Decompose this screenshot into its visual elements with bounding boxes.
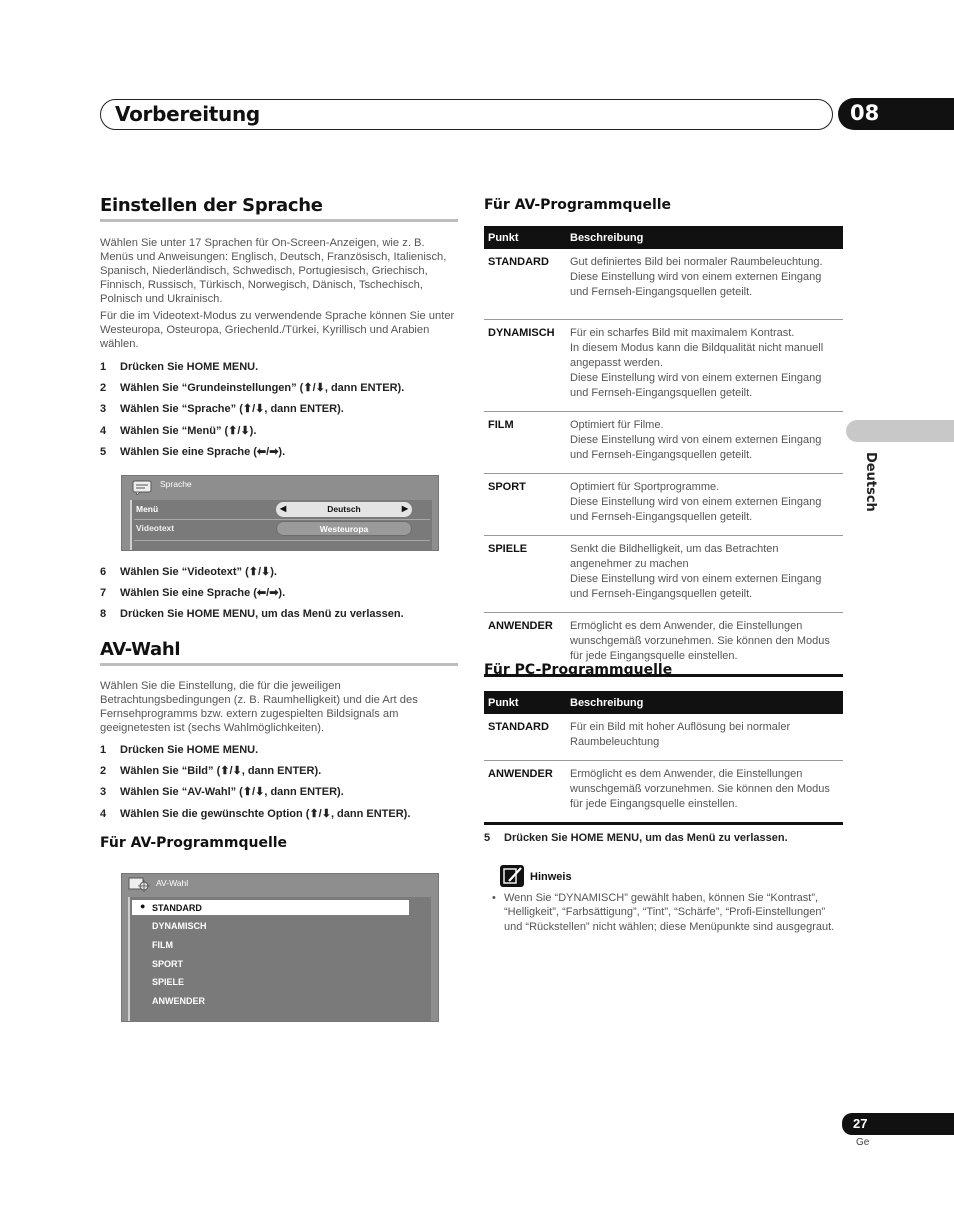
note-icon xyxy=(500,865,524,887)
table-header-row xyxy=(484,691,843,714)
step-item: 3 Wählen Sie “AV-Wahl” (⬆/⬇, dann ENTER). xyxy=(100,786,344,799)
osd-panel xyxy=(130,500,432,550)
table-row xyxy=(484,411,843,473)
arrow-right-icon[interactable]: ▶ xyxy=(401,504,408,513)
step-item: 6 Wählen Sie “Videotext” (⬆/⬇). xyxy=(100,566,277,578)
avwahl-subheading: Für AV-Programmquelle xyxy=(100,835,288,851)
table-header-row xyxy=(484,226,843,249)
step-item: 1 Drücken Sie HOME MENU. xyxy=(100,744,259,756)
step-item: 5 Drücken Sie HOME MENU, um das Menü zu verlassen. xyxy=(484,832,788,844)
osd-option-item[interactable]: FILM xyxy=(152,940,173,950)
osd-videotext-selector[interactable] xyxy=(276,521,412,536)
table-row xyxy=(484,473,843,535)
step-item: 8 Drücken Sie HOME MENU, um das Menü zu verlassen. xyxy=(100,608,404,621)
description-cell: Gut definiertes Bild bei normaler Raumbeleuchtung. Diese Einstellung wird von einem externen Eingang und Fernseh-Eingangsquellen geteilt. xyxy=(566,249,843,319)
osd-option-item[interactable]: ANWENDER xyxy=(152,996,205,1006)
note-body: Wenn Sie “DYNAMISCH” gewählt haben, können Sie “Kontrast”, “Helligkeit”, “Farbsättigung”, “Tint”, “Schärfe”, “Profi-Einstellungen” und “Rückstellen” nicht wählen; diese Menüpunkte sind ausgegraut. xyxy=(504,892,835,933)
osd-title: Sprache xyxy=(160,479,192,489)
heading-rule xyxy=(100,663,458,666)
punkt-cell: SPORT xyxy=(484,473,566,535)
sprache-paragraph-1: Wählen Sie unter 17 Sprachen für On-Screen-Anzeigen, wie z. B. Menüs und Anweisungen: Englisch, Deutsch, Französisch, Italienisch, Spanisch, Niederländisch, Schwedisch, Portugiesisch, Griechisch, Finnisch, Russisch, Türkisch, Norwegisch, Dänisch, Tschechisch, Polnisch und Ukrainisch. xyxy=(100,237,447,305)
osd-avwahl-screen xyxy=(121,873,439,1022)
pc-table-title: Für PC-Programmquelle xyxy=(484,662,673,678)
table-row xyxy=(484,714,843,761)
osd-option-item[interactable]: SPORT xyxy=(152,959,184,969)
punkt-cell: SPIELE xyxy=(484,535,566,612)
sprache-steps-a xyxy=(100,360,458,466)
description-cell: Senkt die Bildhelligkeit, um das Betrachten angenehmer zu machen Diese Einstellung wird von einem externen Eingang und Fernseh-Eingangsquellen geteilt. xyxy=(566,535,843,612)
step-item: 7 Wählen Sie eine Sprache (⬅/➡). xyxy=(100,587,286,600)
table-row xyxy=(484,249,843,319)
table-row xyxy=(484,319,843,411)
chapter-number: 08 xyxy=(850,101,880,125)
pc-source-table xyxy=(484,691,843,825)
description-cell: Optimiert für Filme. Diese Einstellung wird von einem externen Eingang und Fernseh-Eingangsquellen geteilt. xyxy=(566,411,843,473)
step-item: 5 Wählen Sie eine Sprache (⬅/➡). xyxy=(100,445,286,458)
section-heading-sprache: Einstellen der Sprache xyxy=(100,195,323,216)
column-header: Beschreibung xyxy=(566,691,843,714)
chapter-header xyxy=(100,99,833,130)
osd-menu-selector[interactable] xyxy=(276,502,412,517)
av-source-table xyxy=(484,226,843,677)
language-side-label: Deutsch xyxy=(863,452,878,512)
note-title: Hinweis xyxy=(530,871,572,883)
osd-menu-value: Deutsch xyxy=(327,504,361,514)
punkt-cell: STANDARD xyxy=(484,249,566,319)
avwahl-paragraph: Wählen Sie die Einstellung, die für die jeweiligen Betrachtungsbedingungen (z. B. Raumhelligkeit) und die Art des Fernsehprogramms bzw. extern zugespielten Bildsignals am geeignetesten ist (sechs Wahlmöglichkeiten). xyxy=(100,680,418,734)
final-step xyxy=(484,831,843,852)
punkt-cell: FILM xyxy=(484,411,566,473)
avwahl-steps xyxy=(100,743,458,828)
description-cell: Ermöglicht es dem Anwender, die Einstellungen wunschgemäß vorzunehmen. Sie können den Modus für jede Eingangsquelle einstellen. xyxy=(566,761,843,824)
osd-option-item[interactable]: STANDARD xyxy=(152,903,202,913)
language-side-tab xyxy=(846,420,954,442)
description-cell: Ermöglicht es dem Anwender, die Einstellungen wunschgemäß vorzunehmen. Sie können den Modus für jede Eingangsquelle einstellen. xyxy=(566,612,843,675)
step-item: 4 Wählen Sie “Menü” (⬆/⬇). xyxy=(100,424,257,437)
description-cell: Für ein scharfes Bild mit maximalem Kontrast. In diesem Modus kann die Bildqualität nicht manuell angepasst werden. Diese Einstellung wird von einem externen Eingang und Fernseh-Eingangsquellen geteilt. xyxy=(566,319,843,411)
punkt-cell: ANWENDER xyxy=(484,612,566,675)
column-header: Punkt xyxy=(484,226,566,249)
step-item: 3 Wählen Sie “Sprache” (⬆/⬇, dann ENTER). xyxy=(100,403,344,416)
bullet-icon: • xyxy=(492,892,496,904)
picture-settings-icon xyxy=(128,876,150,892)
osd-sprache-screen xyxy=(121,475,439,551)
chapter-title: Vorbereitung xyxy=(115,102,260,126)
osd-option-item[interactable]: SPIELE xyxy=(152,977,185,987)
selected-bullet-icon: ● xyxy=(140,901,146,911)
column-header: Punkt xyxy=(484,691,566,714)
punkt-cell: ANWENDER xyxy=(484,761,566,824)
osd-videotext-value: Westeuropa xyxy=(319,524,369,534)
av-table-title: Für AV-Programmquelle xyxy=(484,197,672,213)
osd-row-label-menu: Menü xyxy=(136,504,159,514)
osd-divider xyxy=(134,519,430,520)
chapter-number-box xyxy=(838,98,954,130)
arrow-left-icon[interactable]: ◀ xyxy=(280,504,287,513)
step-item: 4 Wählen Sie die gewünschte Option (⬆/⬇, dann ENTER). xyxy=(100,807,411,820)
sprache-paragraph-2: Für die im Videotext-Modus zu verwendende Sprache können Sie unter Westeuropa, Osteuropa, Griechenld./Türkei, Kyrillisch und Arabien wählen. xyxy=(100,310,455,350)
note-text xyxy=(492,891,842,934)
table-row xyxy=(484,535,843,612)
description-cell: Für ein Bild mit hoher Auflösung bei normaler Raumbeleuchtung xyxy=(566,714,843,761)
step-item: 2 Wählen Sie “Grundeinstellungen” (⬆/⬇, dann ENTER). xyxy=(100,382,405,395)
page-number-box xyxy=(842,1113,954,1135)
osd-title: AV-Wahl xyxy=(156,878,189,888)
osd-divider xyxy=(134,540,430,541)
sprache-steps-b xyxy=(100,565,458,629)
section-heading-avwahl: AV-Wahl xyxy=(100,639,181,660)
page-language-code: Ge xyxy=(856,1137,870,1148)
page-number: 27 xyxy=(853,1116,868,1131)
punkt-cell: STANDARD xyxy=(484,714,566,761)
osd-row-label-videotext: Videotext xyxy=(136,523,175,533)
speech-bubble-icon xyxy=(132,479,154,495)
description-cell: Optimiert für Sportprogramme. Diese Einstellung wird von einem externen Eingang und Fernseh-Eingangsquellen geteilt. xyxy=(566,473,843,535)
step-item: 1 Drücken Sie HOME MENU. xyxy=(100,361,259,373)
table-row xyxy=(484,761,843,824)
column-header: Beschreibung xyxy=(566,226,843,249)
heading-rule xyxy=(100,219,458,222)
osd-panel xyxy=(128,897,431,1021)
punkt-cell: DYNAMISCH xyxy=(484,319,566,411)
step-item: 2 Wählen Sie “Bild” (⬆/⬇, dann ENTER). xyxy=(100,765,322,778)
osd-option-item[interactable]: DYNAMISCH xyxy=(152,921,207,931)
